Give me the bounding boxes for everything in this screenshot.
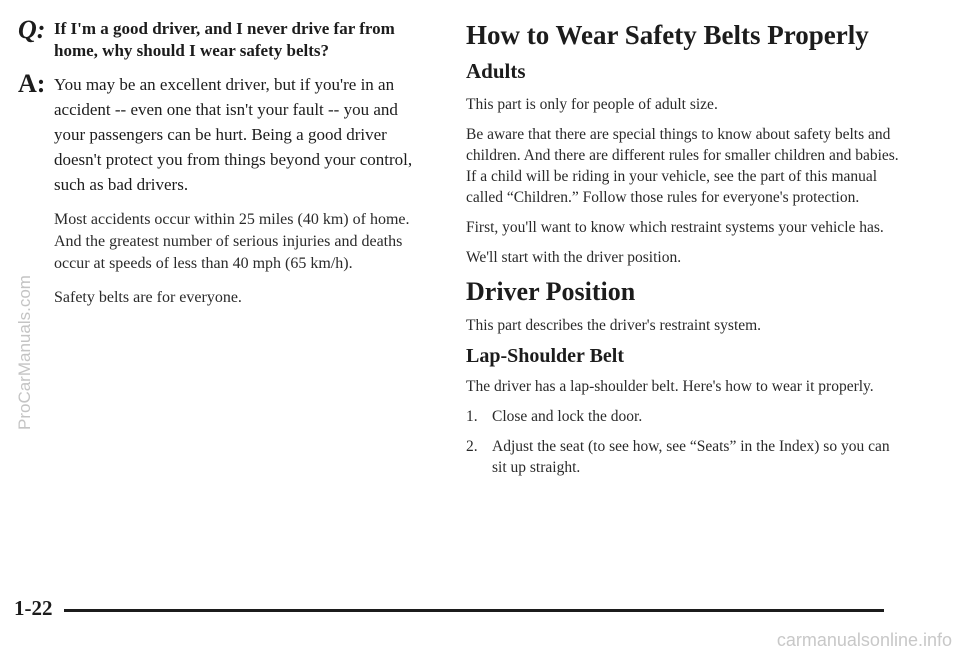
adults-paragraph-1: This part is only for people of adult size. (466, 96, 718, 113)
accidents-paragraph: Most accidents occur within 25 miles (40 km) of home. And the greatest number of serious injuries and deaths occur at speeds of less than 40 mph (65 km/h). (54, 211, 410, 272)
section-title: How to Wear Safety Belts Properly (466, 20, 869, 50)
answer-block (18, 69, 428, 197)
list-item (466, 406, 906, 427)
step-number: 2. (466, 438, 478, 455)
adults-paragraph-4: We'll start with the driver position. (466, 249, 682, 266)
lap-paragraph: The driver has a lap-shoulder belt. Here's how to wear it properly. (466, 378, 874, 395)
adults-paragraph-3: First, you'll want to know which restraint systems your vehicle has. (466, 219, 884, 236)
left-column (18, 15, 428, 321)
question-text: If I'm a good driver, and I never drive far from home, why should I wear safety belts? (54, 19, 395, 60)
page-footer (14, 596, 884, 624)
driver-paragraph: This part describes the driver's restraint system. (466, 317, 762, 334)
adults-heading: Adults (466, 59, 526, 83)
answer-mark-label: A: (18, 69, 46, 98)
step-text: Adjust the seat (to see how, see “Seats” in the Index) so you can sit up straight. (492, 438, 890, 476)
list-item (466, 436, 906, 478)
step-number: 1. (466, 408, 478, 425)
lap-shoulder-heading: Lap-Shoulder Belt (466, 345, 624, 367)
adults-paragraph-2: Be aware that there are special things to know about safety belts and children. And there are different rules for smaller children and babies. If a child will be riding in your vehicle, see the part of this manual called “Children.” Follow those rules for everyone's protection. (466, 126, 899, 206)
answer-text: You may be an excellent driver, but if you're in an accident -- even one that isn't your fault -- you and your passengers can be hurt. Being a good driver doesn't protect you from things beyond your control, such as bad drivers. (54, 75, 413, 194)
steps-list (466, 406, 906, 478)
bottom-watermark: carmanualsonline.info (776, 630, 952, 650)
question-block (18, 15, 428, 62)
question-mark-label: Q: (18, 15, 46, 44)
page-number: 1-22 (14, 596, 53, 620)
step-text: Close and lock the door. (492, 408, 643, 425)
footer-rule (64, 609, 884, 612)
side-watermark: ProCarManuals.com (15, 275, 34, 430)
driver-position-heading: Driver Position (466, 277, 636, 306)
everyone-paragraph: Safety belts are for everyone. (54, 289, 242, 306)
right-column (466, 18, 906, 487)
